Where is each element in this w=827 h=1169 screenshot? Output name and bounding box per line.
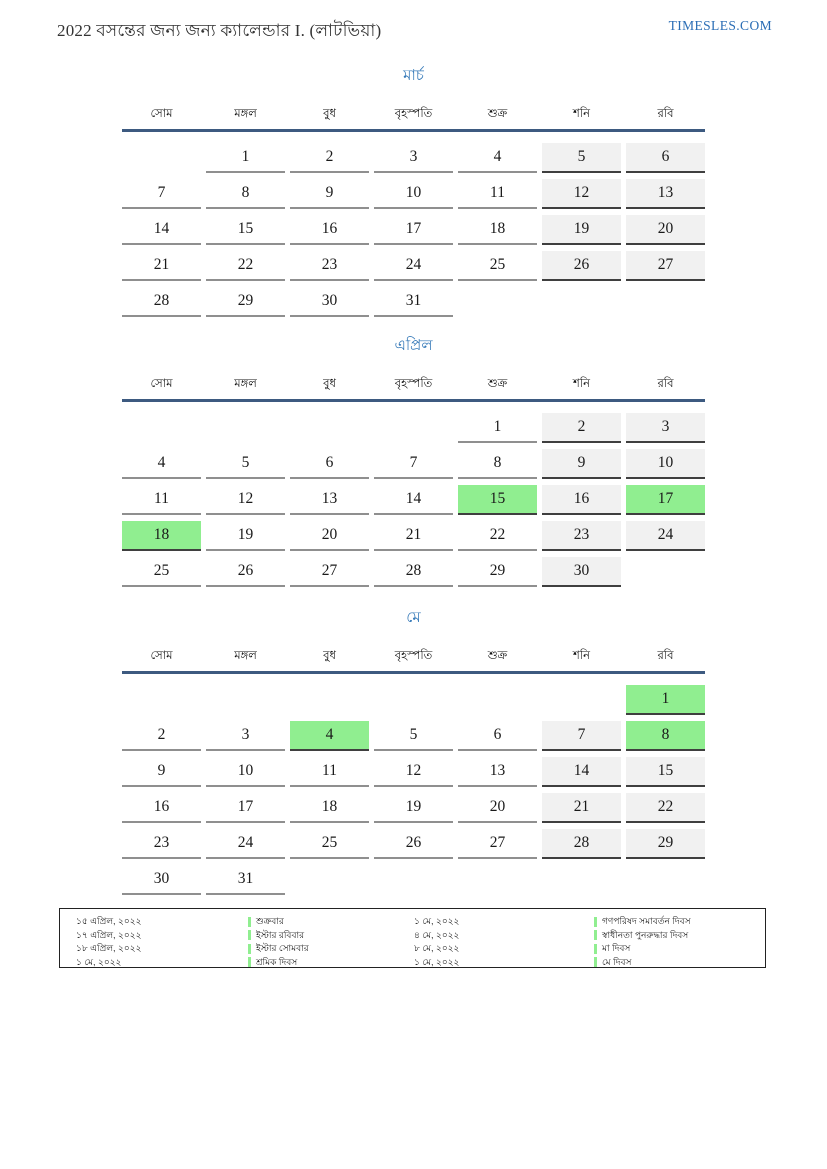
legend-holiday-name <box>248 943 414 954</box>
day-cell: 8 <box>206 179 285 209</box>
empty-cell <box>458 865 537 895</box>
weekday-label: বুধ <box>323 378 336 390</box>
day-cell: 22 <box>458 521 537 551</box>
day-cell: 27 <box>626 251 705 281</box>
day-cell: 6 <box>290 449 369 479</box>
empty-cell <box>374 413 453 443</box>
day-cell: 18 <box>290 793 369 823</box>
legend-holiday-label: স্বাধীনতা পুনরুদ্ধার দিবস <box>602 929 689 940</box>
weekday-divider-line <box>122 671 705 674</box>
legend-date: ৮ মে, ২০২২ <box>414 943 460 954</box>
day-cell: 30 <box>122 865 201 895</box>
day-cell: 3 <box>206 721 285 751</box>
day-cell: 16 <box>290 215 369 245</box>
day-cell: 14 <box>374 485 453 515</box>
day-cell: 17 <box>626 485 705 515</box>
weekday-label: বৃহস্পতি <box>394 108 433 120</box>
day-cell: 1 <box>626 685 705 715</box>
empty-cell <box>374 865 453 895</box>
day-cell: 19 <box>374 793 453 823</box>
day-cell: 28 <box>542 829 621 859</box>
weekday-divider-line <box>122 129 705 132</box>
day-cell: 27 <box>290 557 369 587</box>
legend-holiday-name <box>594 916 765 927</box>
day-grid <box>122 143 705 317</box>
day-cell: 10 <box>374 179 453 209</box>
legend-date: ১ মে, ২০২২ <box>414 916 460 927</box>
day-cell: 6 <box>458 721 537 751</box>
month-title: মার্চ <box>403 67 424 84</box>
day-cell: 23 <box>542 521 621 551</box>
day-cell: 23 <box>290 251 369 281</box>
weekday-header-row <box>122 376 705 392</box>
legend-holiday-name <box>248 916 414 927</box>
day-cell: 11 <box>290 757 369 787</box>
day-cell: 29 <box>458 557 537 587</box>
day-cell: 2 <box>122 721 201 751</box>
empty-cell <box>626 557 705 587</box>
legend-date: ১ মে, ২০২২ <box>414 956 460 967</box>
site-link[interactable]: TIMESLES.COM <box>668 18 772 33</box>
weekday-label: রবি <box>657 108 674 120</box>
legend-holiday-name <box>248 930 414 941</box>
day-cell: 11 <box>122 485 201 515</box>
legend-holiday-name <box>594 943 765 954</box>
legend-holiday-label: ইস্টার রবিবার <box>256 929 305 940</box>
weekday-label: মঙ্গল <box>234 378 257 390</box>
day-cell: 10 <box>626 449 705 479</box>
day-cell: 5 <box>542 143 621 173</box>
weekday-label: বৃহস্পতি <box>394 378 433 390</box>
empty-cell <box>626 865 705 895</box>
weekday-label: বুধ <box>323 650 336 662</box>
day-cell: 16 <box>542 485 621 515</box>
legend-holiday-name <box>594 957 765 968</box>
day-cell: 7 <box>122 179 201 209</box>
day-cell: 2 <box>290 143 369 173</box>
day-cell: 29 <box>206 287 285 317</box>
legend-holiday-label: গণপরিষদ সমাবর্তন দিবস <box>602 916 691 927</box>
weekday-label: রবি <box>657 378 674 390</box>
weekday-divider-line <box>122 399 705 402</box>
day-cell: 7 <box>542 721 621 751</box>
day-cell: 15 <box>626 757 705 787</box>
day-cell: 15 <box>458 485 537 515</box>
day-cell: 11 <box>458 179 537 209</box>
weekday-header-row <box>122 648 705 664</box>
holiday-marker-icon <box>594 957 597 967</box>
empty-cell <box>458 287 537 317</box>
day-cell: 31 <box>206 865 285 895</box>
weekday-label: সোম <box>150 650 173 662</box>
day-cell: 25 <box>290 829 369 859</box>
day-cell: 15 <box>206 215 285 245</box>
legend-holiday-name <box>248 957 414 968</box>
day-grid <box>122 413 705 587</box>
day-cell: 8 <box>458 449 537 479</box>
holiday-marker-icon <box>594 917 597 927</box>
legend-date: ১৭ এপ্রিল, ২০২২ <box>76 929 142 940</box>
empty-cell <box>290 865 369 895</box>
day-cell: 24 <box>374 251 453 281</box>
weekday-label: শুক্র <box>487 108 508 120</box>
holiday-marker-icon <box>248 930 251 940</box>
empty-cell <box>206 685 285 715</box>
day-cell: 22 <box>626 793 705 823</box>
day-cell: 29 <box>626 829 705 859</box>
weekday-label: শনি <box>573 650 590 662</box>
day-cell: 27 <box>458 829 537 859</box>
empty-cell <box>542 865 621 895</box>
day-cell: 12 <box>206 485 285 515</box>
day-cell: 14 <box>122 215 201 245</box>
weekday-label: শুক্র <box>487 650 508 662</box>
empty-cell <box>122 413 201 443</box>
month-section <box>122 336 705 587</box>
empty-cell <box>122 143 201 173</box>
legend-holiday-name <box>594 930 765 941</box>
day-cell: 8 <box>626 721 705 751</box>
legend-holiday-label: মে দিবস <box>602 956 632 967</box>
day-cell: 20 <box>290 521 369 551</box>
weekday-label: মঙ্গল <box>234 650 257 662</box>
legend-date: ১ মে, ২০২২ <box>76 956 122 967</box>
day-cell: 26 <box>374 829 453 859</box>
legend-holiday-label: মা দিবস <box>602 943 631 954</box>
day-cell: 6 <box>626 143 705 173</box>
weekday-label: বৃহস্পতি <box>394 650 433 662</box>
day-cell: 17 <box>374 215 453 245</box>
legend-holiday-label: শ্রমিক দিবস <box>256 956 298 967</box>
day-cell: 7 <box>374 449 453 479</box>
day-cell: 9 <box>290 179 369 209</box>
day-cell: 5 <box>206 449 285 479</box>
day-cell: 18 <box>122 521 201 551</box>
day-cell: 23 <box>122 829 201 859</box>
empty-cell <box>458 685 537 715</box>
legend-date: ১৫ এপ্রিল, ২০২২ <box>76 916 142 927</box>
weekday-label: শনি <box>573 378 590 390</box>
legend-date: ৪ মে, ২০২২ <box>414 929 460 940</box>
day-cell: 13 <box>458 757 537 787</box>
day-cell: 25 <box>122 557 201 587</box>
day-cell: 4 <box>290 721 369 751</box>
holiday-marker-icon <box>248 944 251 954</box>
day-cell: 2 <box>542 413 621 443</box>
day-cell: 24 <box>206 829 285 859</box>
day-cell: 16 <box>122 793 201 823</box>
page-title: 2022 বসন্তের জন্য জন্য ক্যালেন্ডার I. (লাটভিয়া) <box>57 21 382 40</box>
empty-cell <box>542 287 621 317</box>
day-cell: 4 <box>458 143 537 173</box>
day-cell: 28 <box>374 557 453 587</box>
day-cell: 21 <box>374 521 453 551</box>
holiday-marker-icon <box>594 944 597 954</box>
weekday-label: সোম <box>150 108 173 120</box>
day-cell: 24 <box>626 521 705 551</box>
day-cell: 31 <box>374 287 453 317</box>
empty-cell <box>290 413 369 443</box>
day-cell: 1 <box>458 413 537 443</box>
day-cell: 26 <box>542 251 621 281</box>
month-section <box>122 608 705 895</box>
legend-holiday-label: ইস্টার সোমবার <box>256 943 309 954</box>
holiday-marker-icon <box>248 917 251 927</box>
day-cell: 18 <box>458 215 537 245</box>
day-cell: 28 <box>122 287 201 317</box>
empty-cell <box>206 413 285 443</box>
day-cell: 26 <box>206 557 285 587</box>
day-cell: 14 <box>542 757 621 787</box>
day-cell: 21 <box>122 251 201 281</box>
month-section <box>122 66 705 317</box>
day-cell: 12 <box>374 757 453 787</box>
day-cell: 9 <box>122 757 201 787</box>
day-cell: 19 <box>206 521 285 551</box>
empty-cell <box>290 685 369 715</box>
day-cell: 20 <box>458 793 537 823</box>
weekday-label: শুক্র <box>487 378 508 390</box>
weekday-label: বুধ <box>323 108 336 120</box>
legend-date: ১৮ এপ্রিল, ২০২২ <box>76 943 142 954</box>
day-cell: 3 <box>626 413 705 443</box>
day-grid <box>122 685 705 895</box>
empty-cell <box>374 685 453 715</box>
day-cell: 20 <box>626 215 705 245</box>
empty-cell <box>542 685 621 715</box>
day-cell: 19 <box>542 215 621 245</box>
day-cell: 13 <box>290 485 369 515</box>
day-cell: 17 <box>206 793 285 823</box>
day-cell: 10 <box>206 757 285 787</box>
weekday-label: শনি <box>573 108 590 120</box>
day-cell: 9 <box>542 449 621 479</box>
day-cell: 30 <box>290 287 369 317</box>
day-cell: 21 <box>542 793 621 823</box>
weekday-label: রবি <box>657 650 674 662</box>
month-title: মে <box>406 609 421 626</box>
day-cell: 30 <box>542 557 621 587</box>
holiday-legend <box>59 908 766 968</box>
holiday-marker-icon <box>248 957 251 967</box>
day-cell: 22 <box>206 251 285 281</box>
empty-cell <box>122 685 201 715</box>
day-cell: 12 <box>542 179 621 209</box>
legend-holiday-label: শুক্রবার <box>256 916 284 927</box>
weekday-header-row <box>122 106 705 122</box>
holiday-marker-icon <box>594 930 597 940</box>
day-cell: 25 <box>458 251 537 281</box>
empty-cell <box>626 287 705 317</box>
day-cell: 13 <box>626 179 705 209</box>
weekday-label: মঙ্গল <box>234 108 257 120</box>
day-cell: 5 <box>374 721 453 751</box>
day-cell: 4 <box>122 449 201 479</box>
day-cell: 3 <box>374 143 453 173</box>
month-title: এপ্রিল <box>394 337 433 354</box>
day-cell: 1 <box>206 143 285 173</box>
weekday-label: সোম <box>150 378 173 390</box>
